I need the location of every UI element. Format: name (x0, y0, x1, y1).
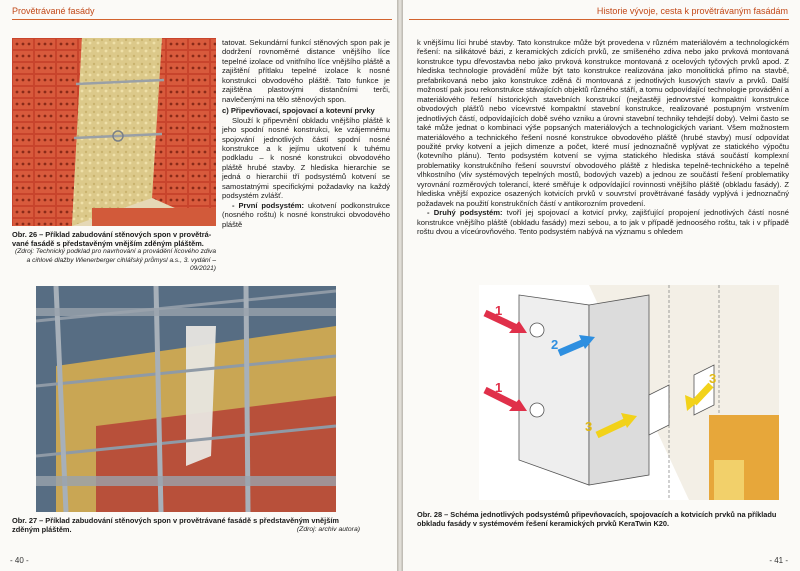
right-page (403, 0, 800, 571)
left-col-paragraph-1: tatovat. Sekundární funkcí stěnových spon pak je dodržení rovnoměrné distance vnějšího líce tepelné izolace od vnitřního líce vnějšího pláště a zajištění přítlaku tepelné izolace k nosné konstrukci obvodového pláště. Tato funkce je zajištěna plastovými distančními terči, navlečenými na tělo stěnových spon. (222, 38, 390, 104)
right-paragraph-2 (417, 208, 789, 236)
left-col-paragraph-3 (222, 201, 390, 229)
diagram-label-3-left: 3 (585, 419, 593, 434)
left-running-header: Provětrávané fasády (12, 6, 95, 16)
fig28-caption (417, 510, 789, 528)
fig27-caption (12, 516, 360, 534)
diagram-label-1-top: 1 (495, 303, 503, 318)
fig27-caption-source: (Zdroj: archiv autora) (296, 526, 360, 534)
fig26-caption-title: Obr. 26 – Příklad zabudování stěnových spon v provětrávané fasádě s představěným vnějším zděným pláštěm. (12, 230, 212, 249)
right-paragraph-1: k vnějšímu líci hrubé stavby. Tato konstrukce může být provedena v různém materiálovém a technologickém řešení: na silikátové bázi, z keramických zdicích prvků, ze smíšeného zdiva nebo jako prvková montovaná konstrukce typu dřevostavba nebo jako prvková konstrukce montovaná z ocelových tyčových prvků apod. Z hlediska technologie provádění může být tato konstrukce realizována jako monolitická přímo na stavbě, prefabrikovaná nebo jako konstrukce zděná či montovaná z jednotlivých kusových stavív a prvků. Další možností pak jsou rekonstrukce stávajících objektů různého stáří, a tomu odpovídající technologie provádění a materiálového řešení historických stavebních konstrukcí (nejčastěji jednovrstvé kompaktní konstrukce obvodových plášťů nebo vícevrstvé kompaktní stavební konstrukce, realizované postupným vrstvením jednotlivých částí, odpovídajících době svého vzniku a úrovni stavební techniky tehdejší doby). Velmi často se také může jednat o kombinaci výše popsaných materiálových a technologických variant. Všem možnostem materiálového a technického řešení nosné konstrukce obvodového pláště (hrubé stavby) musí odpovídat použité prvky kotvení a jejich dimenze a počet, které musí jednoznačně vyplývat ze statického výpočtu (kotevního plánu). Tento podsystém kotvení se vyjma statického hlediska stává součástí komplexní problematiky konstrukčního řešení souvrství obvodového pláště z hlediska tepelně-technického a tepelně vlhkostního (vliv systémových tepelných mostů, bodových vazeb) a jednou ze součástí řešení problematiky vyrovnání rozměrových tolerancí, které směřuje k odpovídající rovinnosti vnějšího pláště (obkladu fasády). Z hlediska vnější expozice osazených kotvicích prvků v souvrství provětrávané fasády vyplývá i jednoznačný požadavek na použití konstrukčních částí v antikorozním provedení. (417, 38, 789, 208)
fig28-diagram (479, 285, 779, 500)
diagram-label-3-right: 3 (709, 371, 717, 386)
left-page (0, 0, 397, 571)
left-column-text (222, 38, 390, 229)
left-col-paragraph-2: Slouží k připevnění obkladu vnějšího pláště k jeho spodní nosné konstrukci, ke vzájemnému spojování jednotlivých částí spodní nosné konstrukce a k jejímu ukotvení k tuhému podkladu – k nosné konstrukci obvodového pláště hrubé stavby. Z hlediska hierarchie se jedná o hierarchii tří podsystémů kotvení se samostatnými specifickými požadavky na každý podsystém zvlášť. (222, 115, 390, 201)
diagram-label-1-bottom: 1 (495, 380, 503, 395)
left-col-p3-text: ukotvení podkonstrukce (nosného roštu) k nosné konstrukci obvodového pláště (222, 200, 390, 229)
right-body-text (417, 38, 789, 237)
right-page-number: - 41 - (769, 556, 788, 565)
fig26-caption-source: (Zdroj: Technický podklad pro navrhování a provádění lícového zdiva a cihlové dlažby Wienerberger cihlářský průmysl a.s., 3. vydání – 09/2021) (15, 248, 216, 272)
fig27-caption-title: Obr. 27 – Příklad zabudování stěnových spon v provětrávané fasádě s představěným vnějším zděným pláštěm. (12, 516, 339, 535)
right-running-header: Historie vývoje, cesta k provětrávaným fasádám (596, 6, 788, 16)
right-p2-text: tvoří jej spojovací a kotvicí prvky, zajišťující propojení jednotlivých částí nosné konstrukce vnějšího pláště (obkladu fasády) mezi sebou, a to jak v případě jednoosého roštu, tak i v případě roštu dvou a víceúrovňového. Tento podsystém nabývá na významu s ohledem (417, 208, 789, 237)
left-col-p3-lead: - První podsystém: (232, 200, 305, 210)
left-col-heading: c) Připevňovací, spojovací a kotevní prvky (222, 106, 375, 116)
diagram-label-2: 2 (551, 337, 559, 352)
left-header-rule (12, 19, 392, 20)
fig27-photo (36, 286, 336, 512)
right-header-rule (409, 19, 789, 20)
left-page-number: - 40 - (10, 556, 29, 565)
fig26-caption (12, 230, 216, 273)
right-p2-lead: - Druhý podsystém: (427, 208, 503, 218)
fig28-caption-title: Obr. 28 – Schéma jednotlivých podsystémů připevňovacích, spojovacích a kotvicích prvků na příkladu obkladu fasády v systémovém řešení keramických prvků KeraTwin K20. (417, 510, 777, 529)
fig26-photo (12, 38, 216, 226)
